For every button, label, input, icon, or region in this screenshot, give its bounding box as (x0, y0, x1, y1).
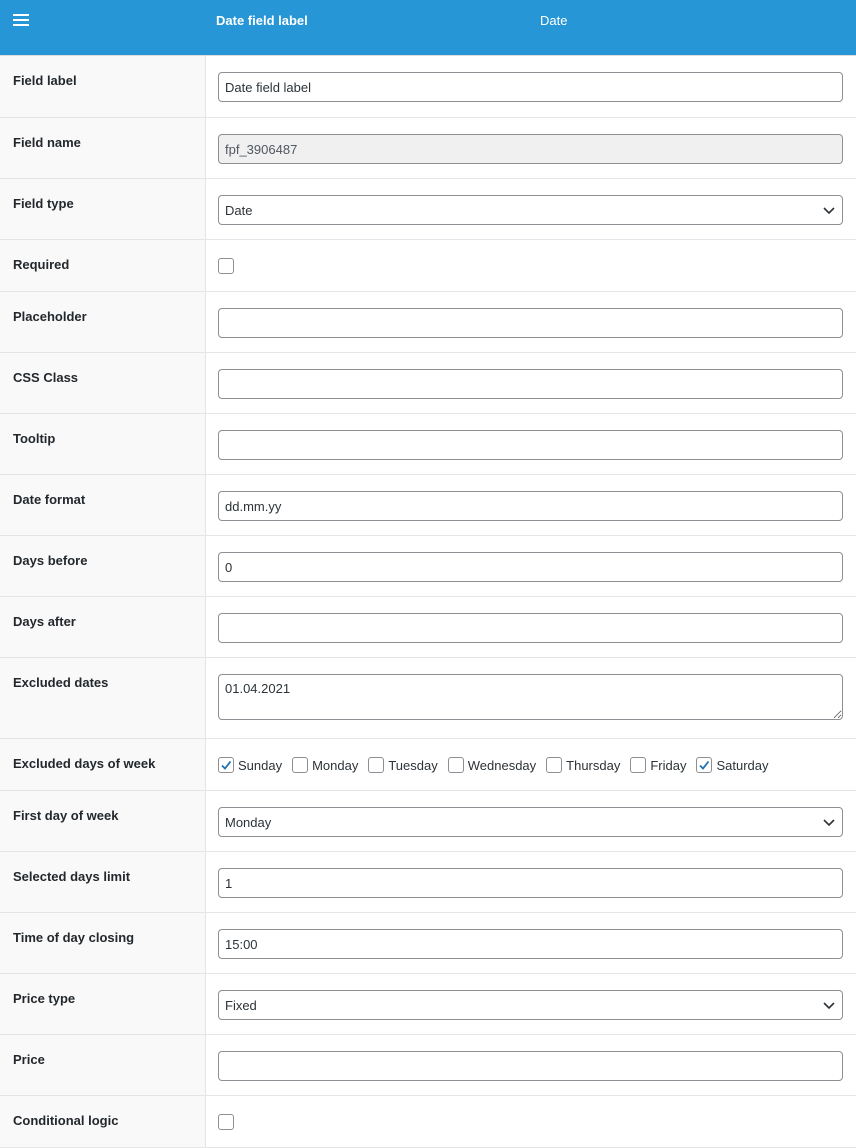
excluded-day-label: Tuesday (388, 757, 438, 773)
excluded-day-checkbox[interactable] (696, 757, 712, 773)
field-label-input[interactable] (218, 72, 843, 102)
excluded-days-checkboxes (218, 756, 843, 773)
excluded-day-sunday[interactable] (218, 757, 282, 773)
excluded-days-label: Excluded days of week (0, 739, 206, 790)
days-after-label: Days after (0, 597, 206, 657)
excluded-day-label: Monday (312, 757, 359, 773)
excluded-day-thursday[interactable] (546, 757, 620, 773)
excluded-day-label: Sunday (238, 757, 283, 773)
selected-days-limit-input[interactable] (218, 868, 843, 898)
row-first-day (0, 791, 856, 852)
excluded-day-checkbox[interactable] (630, 757, 646, 773)
excluded-day-friday[interactable] (630, 757, 686, 773)
header-field-label: Date field label (216, 13, 308, 28)
row-placeholder (0, 292, 856, 353)
excluded-day-checkbox[interactable] (292, 757, 308, 773)
field-type-label: Field type (0, 179, 206, 239)
field-type-selected: Date (225, 202, 253, 218)
row-time-of-day-closing (0, 913, 856, 974)
first-day-selected: Monday (225, 814, 272, 830)
first-day-select[interactable] (218, 807, 843, 837)
date-format-input[interactable] (218, 491, 843, 521)
days-before-input[interactable] (218, 552, 843, 582)
row-price (0, 1035, 856, 1096)
placeholder-input[interactable] (218, 308, 843, 338)
excluded-day-wednesday[interactable] (448, 757, 536, 773)
excluded-dates-label: Excluded dates (0, 658, 206, 738)
price-type-selected: Fixed (225, 997, 257, 1013)
days-before-label: Days before (0, 536, 206, 596)
row-conditional-logic (0, 1096, 856, 1148)
price-type-label: Price type (0, 974, 206, 1034)
field-header[interactable] (0, 0, 856, 56)
excluded-day-checkbox[interactable] (448, 757, 464, 773)
excluded-day-tuesday[interactable] (368, 757, 437, 773)
excluded-day-label: Thursday (566, 757, 621, 773)
field-type-select[interactable] (218, 195, 843, 225)
tooltip-input[interactable] (218, 430, 843, 460)
field-label-label: Field label (0, 56, 206, 117)
checkmark-icon (220, 759, 232, 771)
row-css-class (0, 353, 856, 414)
time-of-day-closing-input[interactable] (218, 929, 843, 959)
excluded-day-label: Wednesday (467, 757, 537, 773)
row-days-before (0, 536, 856, 597)
selected-days-limit-label: Selected days limit (0, 852, 206, 912)
excluded-day-label: Saturday (716, 757, 769, 773)
row-excluded-dates (0, 658, 856, 739)
row-date-format (0, 475, 856, 536)
price-input[interactable] (218, 1051, 843, 1081)
css-class-input[interactable] (218, 369, 843, 399)
days-after-input[interactable] (218, 613, 843, 643)
date-format-label: Date format (0, 475, 206, 535)
row-tooltip (0, 414, 856, 475)
first-day-label: First day of week (0, 791, 206, 851)
required-label: Required (0, 240, 206, 291)
conditional-logic-label: Conditional logic (0, 1096, 206, 1147)
chevron-down-icon (822, 815, 836, 829)
time-of-day-closing-label: Time of day closing (0, 913, 206, 973)
required-checkbox[interactable] (218, 258, 234, 274)
excluded-day-saturday[interactable] (696, 757, 768, 773)
row-required (0, 240, 856, 292)
field-name-label: Field name (0, 118, 206, 178)
row-field-label (0, 56, 856, 118)
row-field-name (0, 118, 856, 179)
row-selected-days-limit (0, 852, 856, 913)
conditional-logic-checkbox[interactable] (218, 1114, 234, 1130)
css-class-label: CSS Class (0, 353, 206, 413)
price-label: Price (0, 1035, 206, 1095)
field-settings-table (0, 56, 856, 1148)
chevron-down-icon (822, 203, 836, 217)
excluded-day-monday[interactable] (292, 757, 358, 773)
price-type-select[interactable] (218, 990, 843, 1020)
row-field-type (0, 179, 856, 240)
excluded-day-checkbox[interactable] (546, 757, 562, 773)
hamburger-menu-icon[interactable] (13, 14, 29, 28)
row-price-type (0, 974, 856, 1035)
tooltip-label: Tooltip (0, 414, 206, 474)
header-field-type: Date (540, 13, 568, 28)
placeholder-label: Placeholder (0, 292, 206, 352)
excluded-day-checkbox[interactable] (218, 757, 234, 773)
excluded-day-label: Friday (650, 757, 687, 773)
checkmark-icon (698, 759, 710, 771)
row-excluded-days (0, 739, 856, 791)
field-name-input[interactable] (218, 134, 843, 164)
excluded-day-checkbox[interactable] (368, 757, 384, 773)
row-days-after (0, 597, 856, 658)
chevron-down-icon (822, 998, 836, 1012)
excluded-dates-textarea[interactable] (218, 674, 843, 720)
